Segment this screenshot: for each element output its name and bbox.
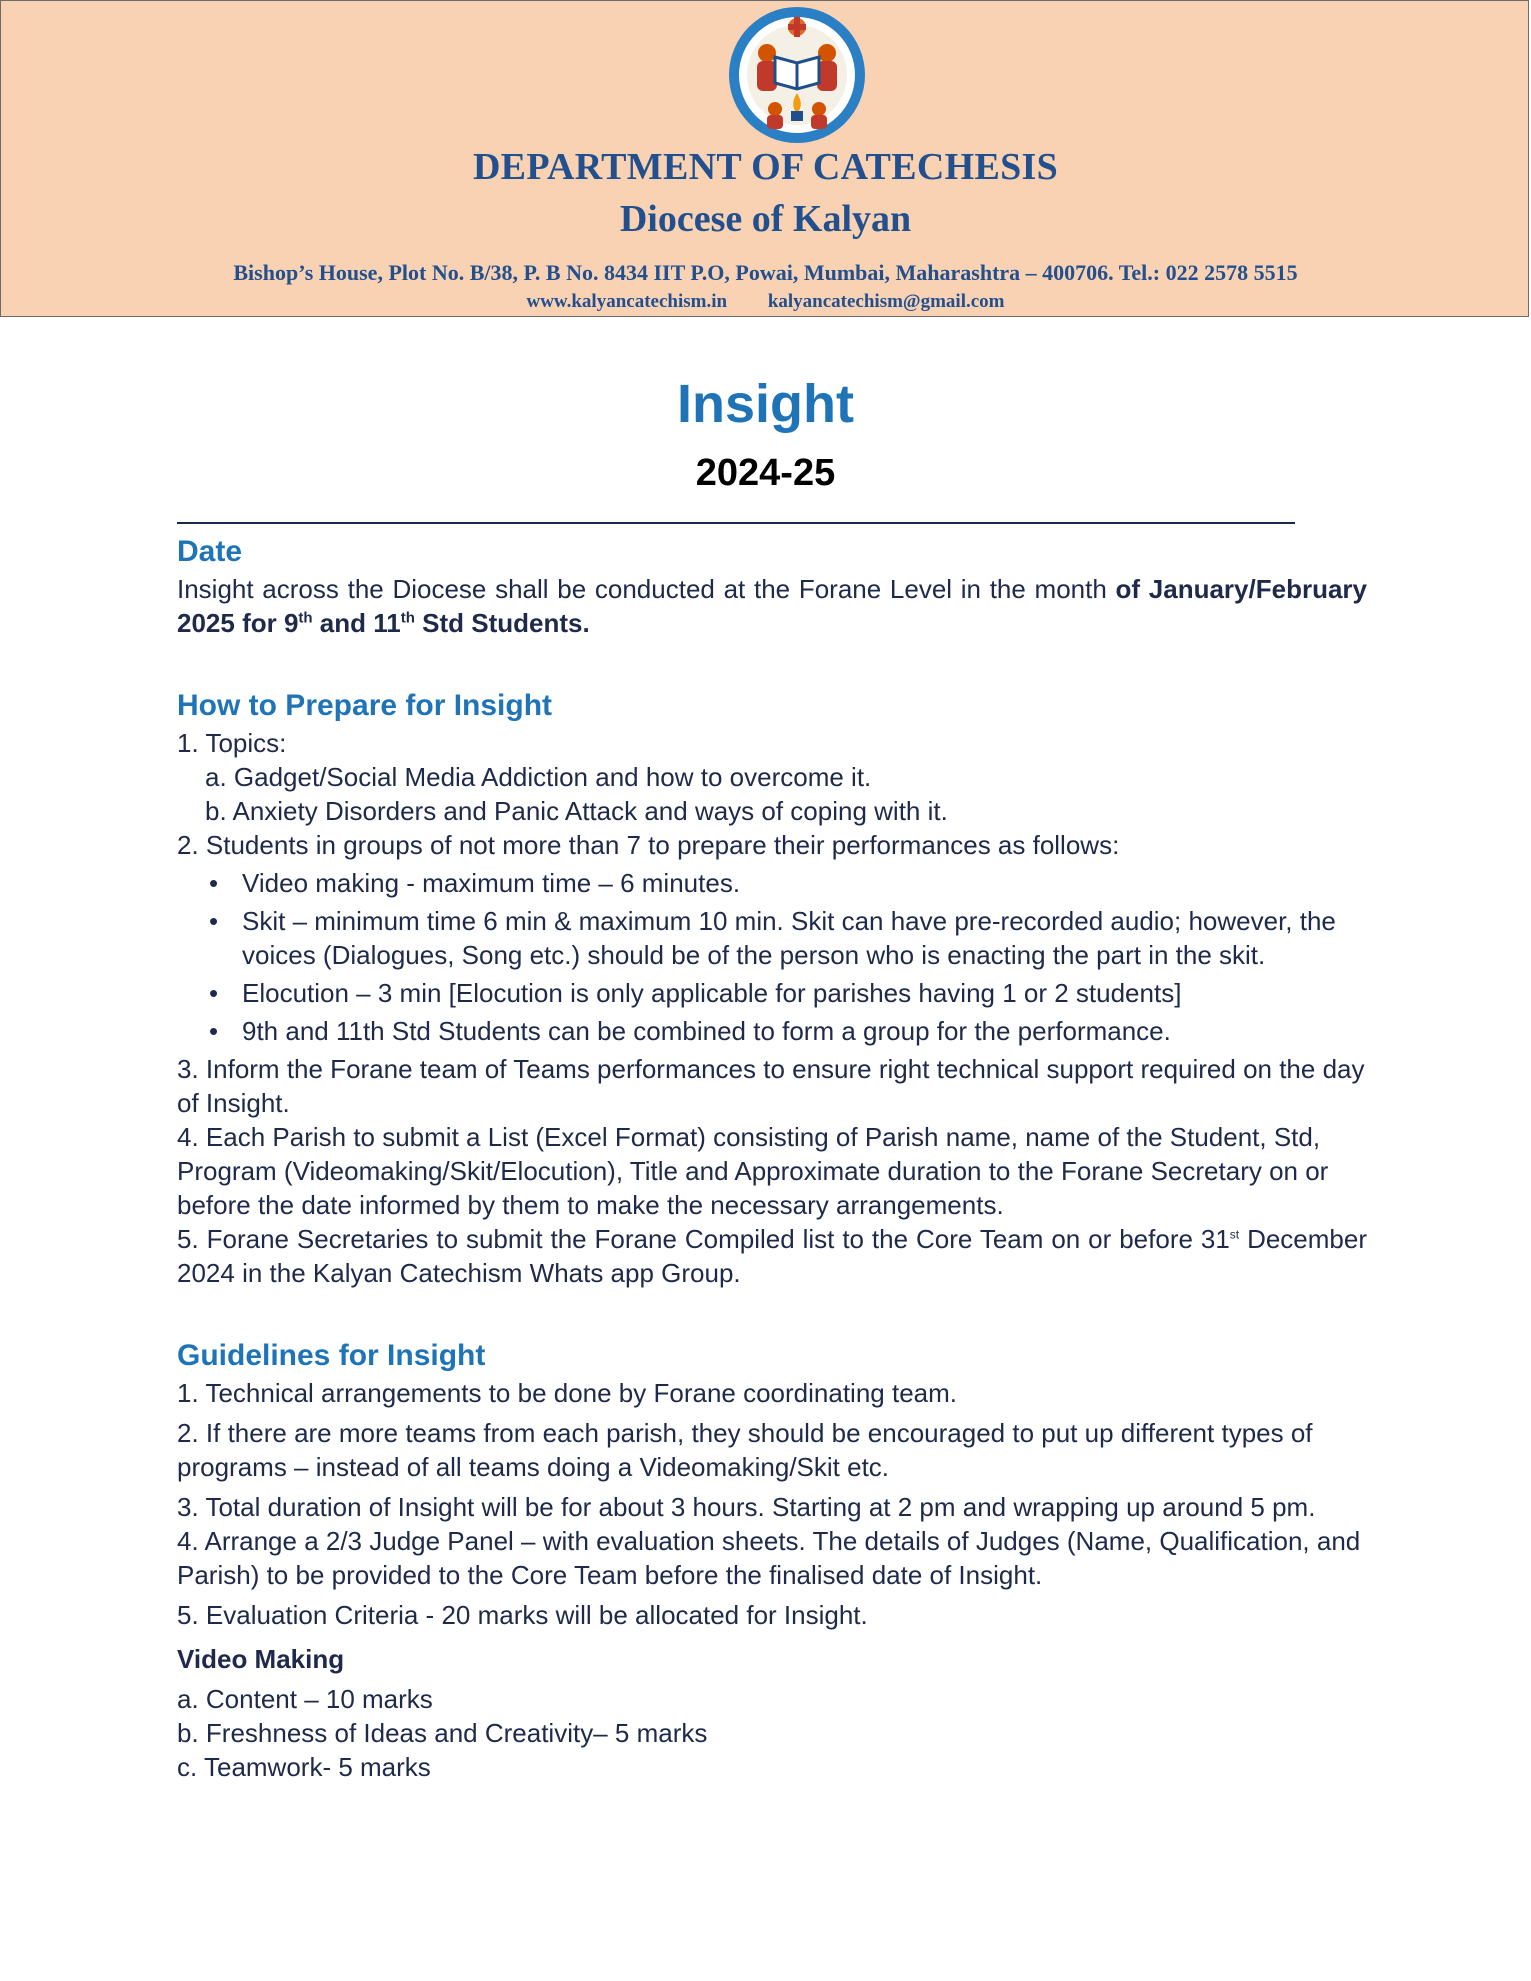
letterhead bbox=[0, 0, 1529, 317]
date-text: Insight across the Diocese shall be conducted at the Forane Level in the month of January/February 2025 for 9th and 11th Std Students. bbox=[177, 574, 1367, 638]
criteria-item: b. Freshness of Ideas and Creativity– 5 marks bbox=[177, 1718, 708, 1748]
topics-label: 1. Topics: bbox=[177, 728, 287, 758]
email-link[interactable]: kalyancatechism@gmail.com bbox=[767, 291, 1005, 312]
prepare-point-5: 5. Forane Secretaries to submit the Forane Compiled list to the Core Team on or before 31st December 2024 in the Kalyan Catechism Whats app Group. bbox=[177, 1224, 1368, 1288]
diocese-name: Diocese of Kalyan bbox=[619, 198, 912, 240]
guideline-item: 4. Arrange a 2/3 Judge Panel – with evaluation sheets. The details of Judges (Name, Qualification, and Parish) to be provided to the Core Team before the finalised date of Insight. bbox=[177, 1526, 1361, 1590]
date-heading: Date bbox=[177, 535, 243, 568]
criteria-item: c. Teamwork- 5 marks bbox=[177, 1752, 431, 1782]
prepare-heading: How to Prepare for Insight bbox=[177, 689, 553, 722]
performance-item: • Elocution – 3 min [Elocution is only applicable for parishes having 1 or 2 students] bbox=[177, 976, 1367, 1010]
title-divider bbox=[177, 522, 1295, 524]
performance-item: • Video making - maximum time – 6 minutes. bbox=[177, 866, 1367, 900]
department-title: DEPARTMENT OF CATECHESIS bbox=[472, 146, 1059, 188]
address-line: Bishop’s House, Plot No. B/38, P. B No. 8434 IIT P.O, Powai, Mumbai, Maharashtra – 400706. Tel.: 022 2578 5515 bbox=[233, 260, 1298, 285]
diocese-emblem-icon bbox=[727, 5, 867, 145]
topic-item: b. Anxiety Disorders and Panic Attack and ways of coping with it. bbox=[205, 796, 948, 826]
contact-line bbox=[1, 291, 1530, 313]
performance-item: • 9th and 11th Std Students can be combined to form a group for the performance. bbox=[177, 1014, 1367, 1048]
page-year: 2024-25 bbox=[695, 452, 836, 494]
guidelines-heading: Guidelines for Insight bbox=[177, 1339, 486, 1372]
prepare-point-3: 3. Inform the Forane team of Teams performances to ensure right technical support required on the day of Insight. bbox=[177, 1054, 1365, 1118]
guideline-item: 3. Total duration of Insight will be for about 3 hours. Starting at 2 pm and wrapping up around 5 pm. bbox=[177, 1492, 1316, 1522]
prepare-point-4: 4. Each Parish to submit a List (Excel Format) consisting of Parish name, name of the Student, Std, Program (Videomaking/Skit/Elocution), Title and Approximate duration to the Forane Secretary on or before the date informed by them to make the necessary arrangements. bbox=[177, 1122, 1329, 1220]
guideline-item: 2. If there are more teams from each parish, they should be encouraged to put up different types of programs – instead of all teams doing a Videomaking/Skit etc. bbox=[177, 1418, 1313, 1482]
video-making-heading: Video Making bbox=[177, 1644, 345, 1674]
groups-label: 2. Students in groups of not more than 7 to prepare their performances as follows: bbox=[177, 830, 1120, 860]
page-title: Insight bbox=[677, 374, 854, 434]
guideline-item: 1. Technical arrangements to be done by Forane coordinating team. bbox=[177, 1378, 957, 1408]
performance-item: • Skit – minimum time 6 min & maximum 10 min. Skit can have pre-recorded audio; however, the voices (Dialogues, Song etc.) should be of the person who is enacting the part in the skit. bbox=[177, 904, 1367, 972]
topic-item: a. Gadget/Social Media Addiction and how to overcome it. bbox=[205, 762, 872, 792]
website-link[interactable]: www.kalyancatechism.in bbox=[526, 291, 728, 312]
performance-list bbox=[177, 866, 1367, 1048]
guideline-item: 5. Evaluation Criteria - 20 marks will be allocated for Insight. bbox=[177, 1600, 868, 1630]
document-body bbox=[177, 532, 1367, 1784]
criteria-item: a. Content – 10 marks bbox=[177, 1684, 433, 1714]
